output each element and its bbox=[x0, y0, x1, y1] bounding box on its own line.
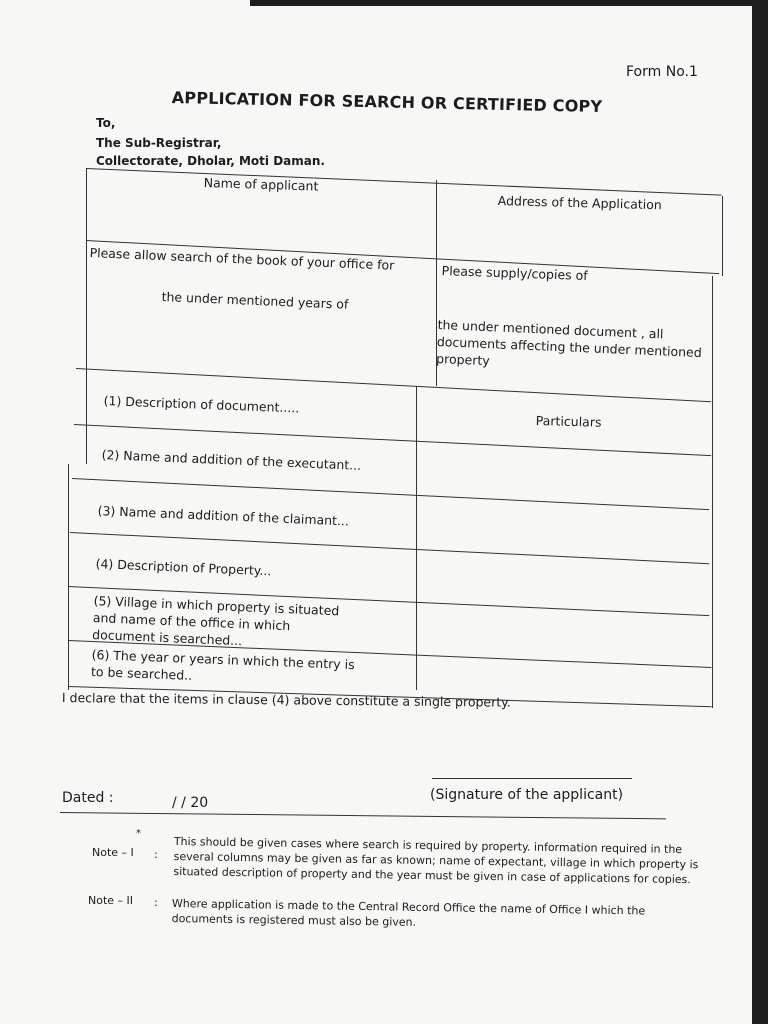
address-label: Address of the Application bbox=[497, 192, 663, 213]
addressee-line-2: The Sub-Registrar, bbox=[96, 136, 222, 150]
scanner-edge bbox=[752, 0, 768, 1024]
row-description-of-property: (4) Description of Property... bbox=[95, 555, 272, 579]
form-title: APPLICATION FOR SEARCH OR CERTIFIED COPY bbox=[171, 88, 603, 117]
note-1-label: Note – I bbox=[92, 846, 134, 859]
signature-line bbox=[432, 778, 632, 779]
particulars-label: Particulars bbox=[535, 412, 602, 430]
addressee-line-3: Collectorate, Dholar, Moti Daman. bbox=[96, 154, 325, 168]
table-border-right-bottom bbox=[712, 276, 713, 708]
note-1-colon: : bbox=[154, 848, 158, 861]
form-number: Form No.1 bbox=[626, 64, 698, 80]
note-2-text: Where application is made to the Central Record Office the name of Office I which the documents is registered must also be given. bbox=[171, 896, 646, 929]
row-village: (5) Village in which property is situated and name of the office in which document is searched... bbox=[91, 592, 340, 649]
dated-value: / / 20 bbox=[172, 795, 209, 811]
table-border-right-top bbox=[722, 196, 723, 276]
signature-label: (Signature of the applicant) bbox=[430, 787, 624, 803]
search-request-line-1: Please allow search of the book of your office for bbox=[89, 244, 395, 273]
table-border-left-top bbox=[86, 168, 87, 464]
row-executant: (2) Name and addition of the executant... bbox=[101, 446, 362, 473]
addressee-line-1: To, bbox=[96, 116, 116, 130]
declaration-text: I declare that the items in clause (4) above constitute a single property. bbox=[61, 690, 511, 710]
note-2-colon: : bbox=[154, 896, 158, 909]
dated-label: Dated : bbox=[62, 790, 114, 806]
table-border-left-bottom bbox=[68, 464, 69, 690]
supply-request-line-2: the under mentioned document , all documents affecting the under mentioned property bbox=[435, 316, 703, 369]
note-2-label: Note – II bbox=[88, 894, 134, 907]
note-asterisk: * bbox=[136, 828, 141, 839]
row-years: (6) The year or years in which the entry is to be searched.. bbox=[90, 646, 355, 683]
supply-request-line-1: Please supply/copies of bbox=[441, 262, 588, 284]
name-of-applicant-label: Name of applicant bbox=[203, 174, 319, 194]
search-request-line-2: the under mentioned years of bbox=[161, 288, 349, 312]
table-divider-bottom bbox=[416, 386, 417, 690]
notes-divider bbox=[60, 812, 666, 819]
scanner-top-edge bbox=[250, 0, 768, 6]
row-claimant: (3) Name and addition of the claimant... bbox=[97, 502, 350, 529]
row-description-of-document: (1) Description of document..... bbox=[103, 392, 300, 416]
table-rule-top bbox=[86, 168, 721, 196]
note-1-text: This should be given cases where search is required by property. information required in the several columns may be given as far as known; name of expectant, village in which property is situated description of property and the year must be given in case of applications for copies. bbox=[173, 834, 699, 887]
